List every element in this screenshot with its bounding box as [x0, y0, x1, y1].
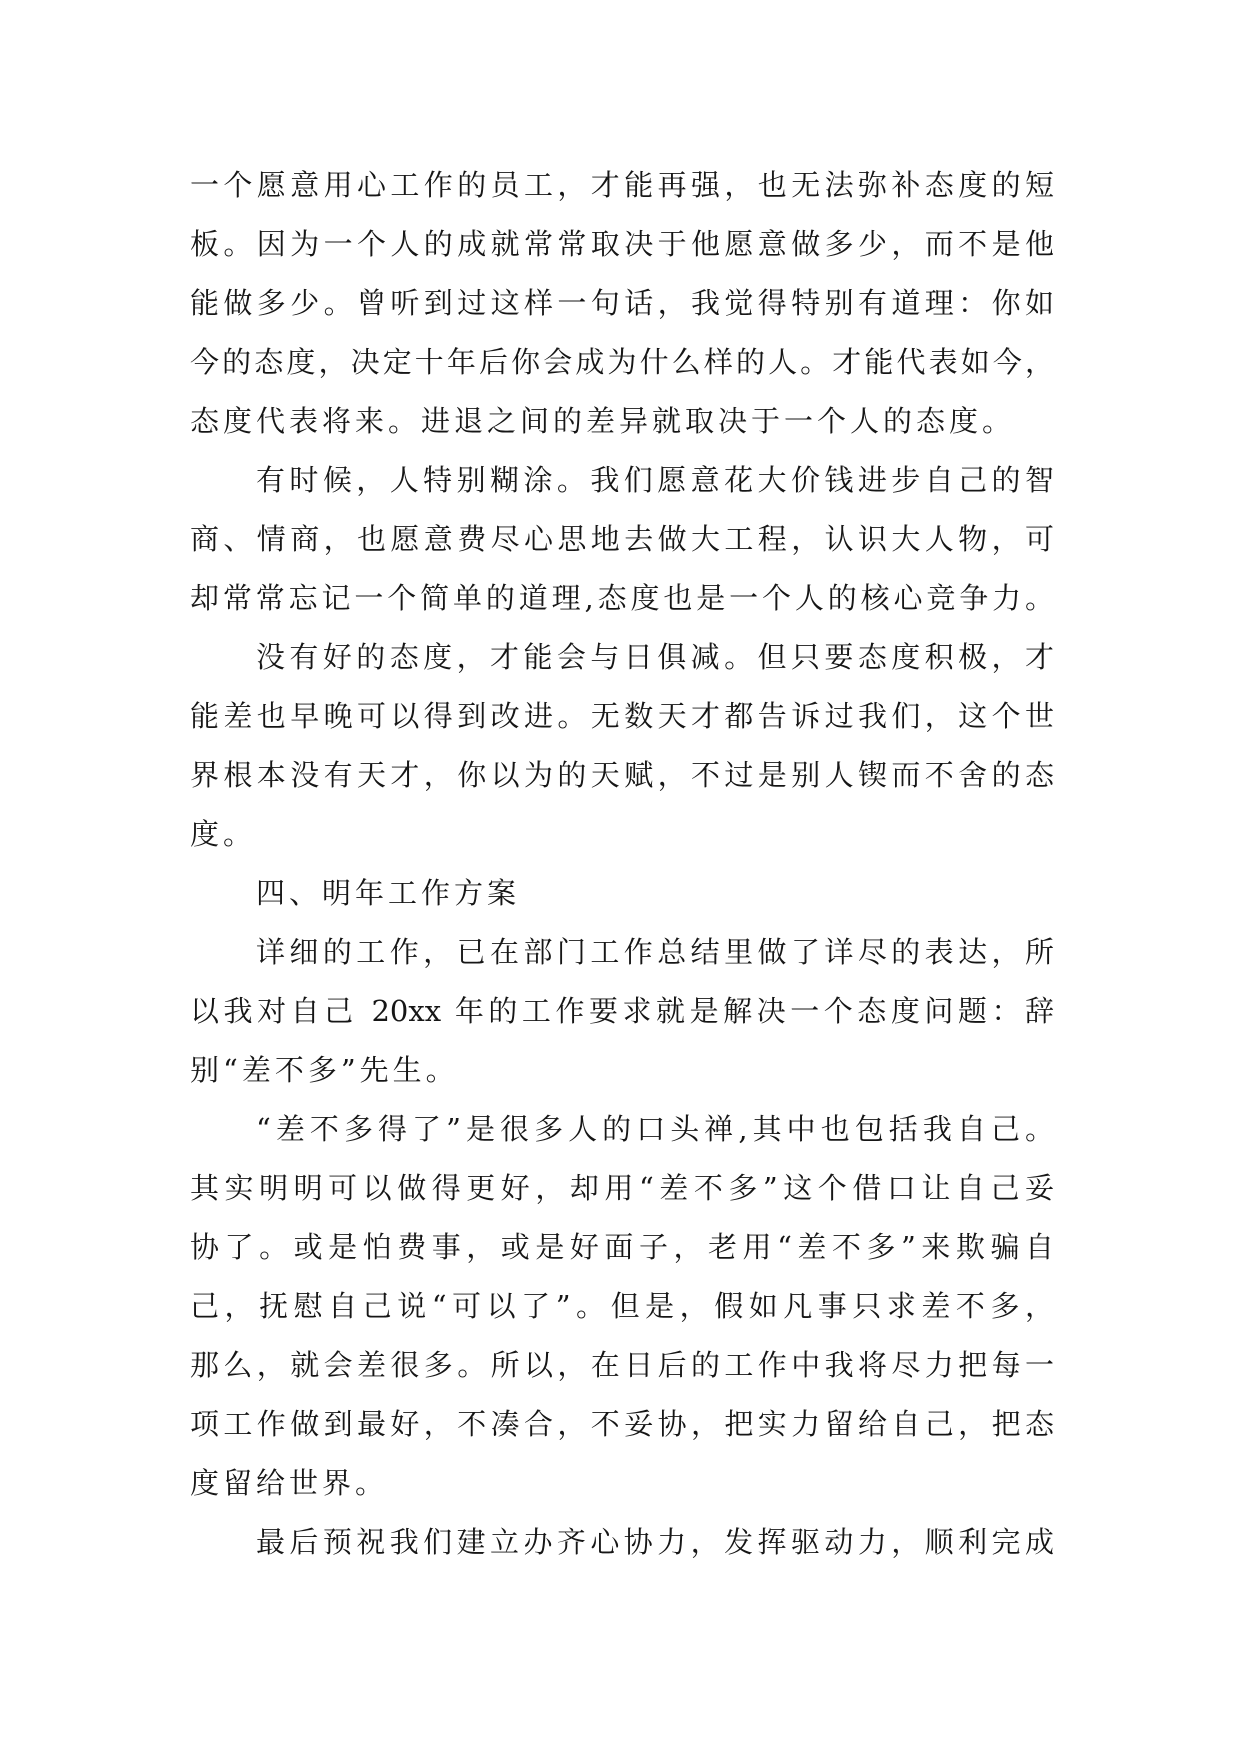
text-line: 却常常忘记一个简单的道理,态度也是一个人的核心竞争力。: [190, 581, 1054, 615]
text-line: 度留给世界。: [190, 1466, 389, 1500]
text-line: 以我对自己 20xx 年的工作要求就是解决一个态度问题：辞: [190, 994, 1054, 1028]
text-line: 详细的工作，已在部门工作总结里做了详尽的表达，所: [256, 935, 1054, 969]
text-line: “差不多得了”是很多人的口头禅,其中也包括我自己。: [256, 1112, 1054, 1146]
text-line: 商、情商，也愿意费尽心思地去做大工程，认识大人物，可: [190, 522, 1054, 556]
text-line: 度。: [190, 817, 257, 851]
text-line: 能差也早晚可以得到改进。无数天才都告诉过我们，这个世: [190, 699, 1054, 733]
text-line: 协了。或是怕费事，或是好面子，老用“差不多”来欺骗自: [190, 1230, 1054, 1264]
text-line: 一个愿意用心工作的员工，才能再强，也无法弥补态度的短: [190, 168, 1054, 202]
paragraph: [190, 1513, 1054, 1572]
text-line: 板。因为一个人的成就常常取决于他愿意做多少，而不是他: [190, 227, 1054, 261]
text-line: 那么，就会差很多。所以，在日后的工作中我将尽力把每一: [190, 1348, 1054, 1382]
section-heading: [190, 864, 1054, 923]
text-line: 有时候，人特别糊涂。我们愿意花大价钱进步自己的智: [256, 463, 1054, 497]
paragraph: [190, 451, 1054, 628]
paragraph: [190, 1100, 1054, 1513]
text-line: 别“差不多”先生。: [190, 1053, 459, 1087]
text-line: 态度代表将来。进退之间的差异就取决于一个人的态度。: [190, 404, 1016, 438]
paragraph: [190, 628, 1054, 864]
text-line: 界根本没有天才，你以为的天赋，不过是别人锲而不舍的态: [190, 758, 1054, 792]
text-line: 己，抚慰自己说“可以了”。但是，假如凡事只求差不多，: [190, 1289, 1054, 1323]
text-line: 没有好的态度，才能会与日俱减。但只要态度积极，才: [256, 640, 1054, 674]
text-line: 项工作做到最好，不凑合，不妥协，把实力留给自己，把态: [190, 1407, 1054, 1441]
text-line: 今的态度，决定十年后你会成为什么样的人。才能代表如今，: [190, 345, 1054, 379]
paragraph: [190, 923, 1054, 1100]
text-line: 最后预祝我们建立办齐心协力，发挥驱动力，顺利完成: [256, 1525, 1054, 1559]
paragraph: [190, 156, 1054, 451]
text-line: 其实明明可以做得更好，却用“差不多”这个借口让自己妥: [190, 1171, 1054, 1205]
section-heading-text: 四、明年工作方案: [256, 876, 521, 910]
text-line: 能做多少。曾听到过这样一句话，我觉得特别有道理：你如: [190, 286, 1054, 320]
page-body: [190, 156, 1054, 1572]
